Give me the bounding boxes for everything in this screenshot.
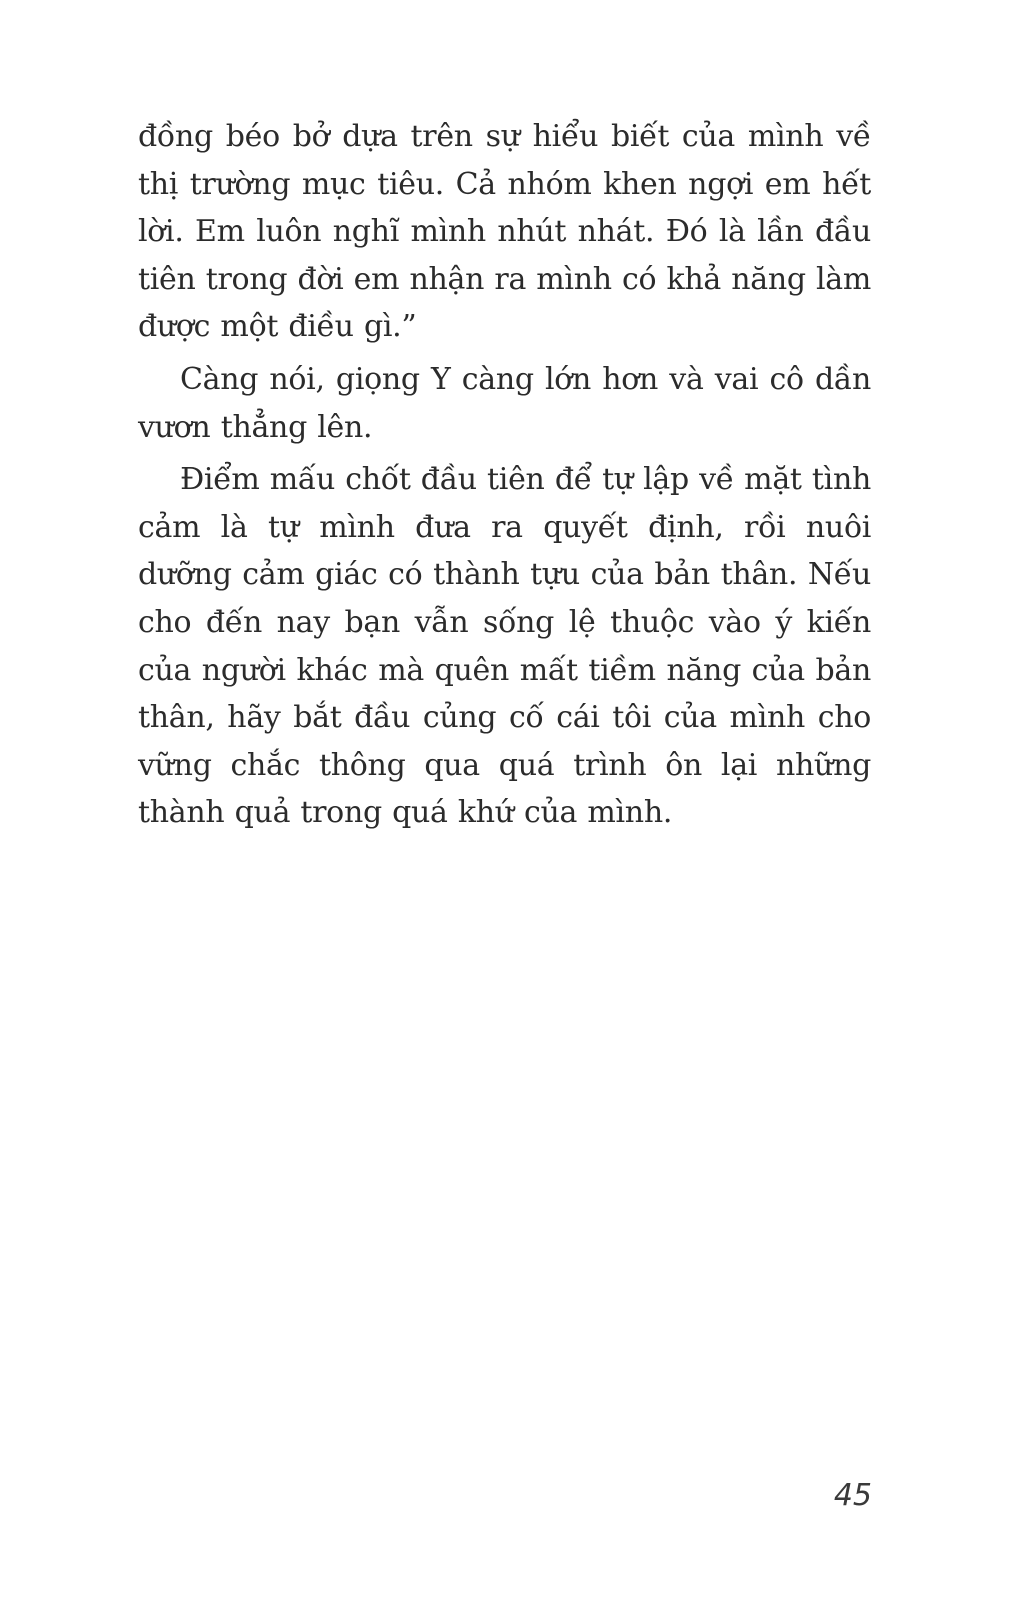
paragraph: Điểm mấu chốt đầu tiên để tự lập về mặt tình cảm là tự mình đưa ra quyết định, rồi nuôi dưỡng cảm giác có thành tựu của bản thân. Nếu cho đến nay bạn vẫn sống lệ thuộc vào ý kiến của người khác mà quên mất tiềm năng của bản thân, hãy bắt đầu củng cố cái tôi của mình cho vững chắc thông qua quá trình ôn lại những thành quả trong quá khứ của mình. — [138, 462, 872, 831]
paragraph: Càng nói, giọng Y càng lớn hơn và vai cô dần vươn thẳng lên. — [138, 361, 871, 445]
page-number: 45 — [833, 1478, 872, 1513]
paragraph: đồng béo bở dựa trên sự hiểu biết của mình về thị trường mục tiêu. Cả nhóm khen ngợi em hết lời. Em luôn nghĩ mình nhút nhát. Đó là lần đầu tiên trong đời em nhận ra mình có khả năng làm được một điều gì.” — [138, 119, 872, 345]
body-text — [138, 113, 871, 837]
